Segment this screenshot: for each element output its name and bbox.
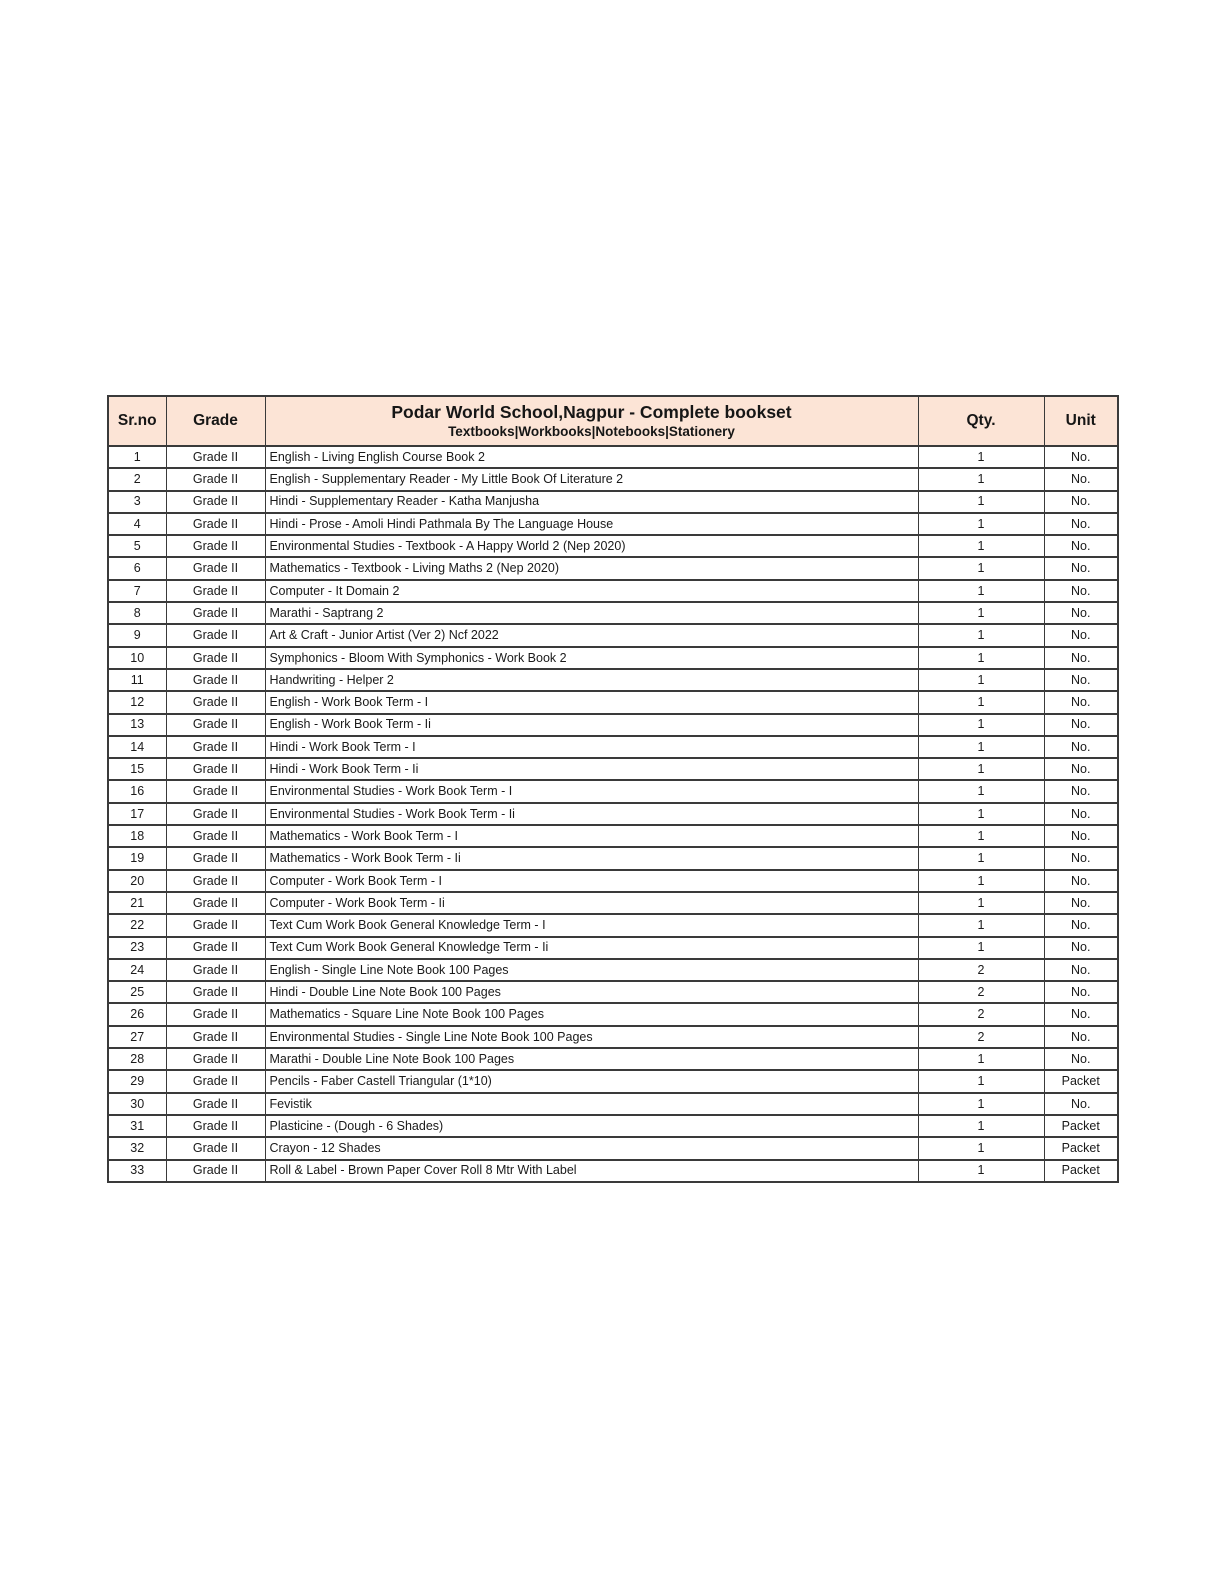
table-row	[108, 825, 1118, 847]
unit-cell: Packet	[1044, 1160, 1118, 1182]
qty-cell: 1	[918, 624, 1044, 646]
item-cell: English - Living English Course Book 2	[265, 446, 918, 468]
qty-cell: 1	[918, 1160, 1044, 1182]
unit-cell: No.	[1044, 847, 1118, 869]
grade-cell: Grade II	[166, 535, 265, 557]
table-row	[108, 736, 1118, 758]
qty-cell: 1	[918, 446, 1044, 468]
item-cell: Mathematics - Square Line Note Book 100 Pages	[265, 1003, 918, 1025]
unit-cell: No.	[1044, 780, 1118, 802]
qty-cell: 1	[918, 691, 1044, 713]
table-row	[108, 1070, 1118, 1092]
unit-cell: No.	[1044, 1026, 1118, 1048]
table-row	[108, 647, 1118, 669]
table-row	[108, 870, 1118, 892]
table-row	[108, 914, 1118, 936]
item-cell: Hindi - Double Line Note Book 100 Pages	[265, 981, 918, 1003]
item-cell: Plasticine - (Dough - 6 Shades)	[265, 1115, 918, 1137]
item-cell: Text Cum Work Book General Knowledge Term - Ii	[265, 937, 918, 959]
grade-cell: Grade II	[166, 1048, 265, 1070]
item-cell: Computer - Work Book Term - Ii	[265, 892, 918, 914]
unit-cell: Packet	[1044, 1137, 1118, 1159]
grade-cell: Grade II	[166, 691, 265, 713]
unit-cell: No.	[1044, 535, 1118, 557]
sr-cell: 3	[108, 491, 166, 513]
unit-cell: No.	[1044, 981, 1118, 1003]
sr-cell: 13	[108, 714, 166, 736]
item-cell: Symphonics - Bloom With Symphonics - Work Book 2	[265, 647, 918, 669]
item-cell: English - Supplementary Reader - My Little Book Of Literature 2	[265, 468, 918, 490]
item-cell: Computer - It Domain 2	[265, 580, 918, 602]
grade-cell: Grade II	[166, 959, 265, 981]
grade-cell: Grade II	[166, 780, 265, 802]
table-row	[108, 847, 1118, 869]
table-row	[108, 624, 1118, 646]
sr-cell: 32	[108, 1137, 166, 1159]
item-cell: Crayon - 12 Shades	[265, 1137, 918, 1159]
sr-cell: 7	[108, 580, 166, 602]
qty-cell: 1	[918, 847, 1044, 869]
header-unit: Unit	[1044, 396, 1118, 446]
booklist-table	[107, 395, 1119, 1183]
grade-cell: Grade II	[166, 1115, 265, 1137]
item-cell: Art & Craft - Junior Artist (Ver 2) Ncf 2022	[265, 624, 918, 646]
unit-cell: No.	[1044, 602, 1118, 624]
sr-cell: 11	[108, 669, 166, 691]
table-row	[108, 1003, 1118, 1025]
unit-cell: No.	[1044, 714, 1118, 736]
item-cell: Hindi - Supplementary Reader - Katha Manjusha	[265, 491, 918, 513]
unit-cell: Packet	[1044, 1070, 1118, 1092]
table-row	[108, 1160, 1118, 1182]
grade-cell: Grade II	[166, 1137, 265, 1159]
unit-cell: No.	[1044, 736, 1118, 758]
table-header	[108, 396, 1118, 446]
item-cell: Fevistik	[265, 1093, 918, 1115]
table-row	[108, 714, 1118, 736]
table-row	[108, 1115, 1118, 1137]
item-cell: Environmental Studies - Single Line Note Book 100 Pages	[265, 1026, 918, 1048]
sr-cell: 18	[108, 825, 166, 847]
sr-cell: 9	[108, 624, 166, 646]
table-row	[108, 803, 1118, 825]
qty-cell: 2	[918, 1026, 1044, 1048]
sr-cell: 12	[108, 691, 166, 713]
grade-cell: Grade II	[166, 847, 265, 869]
unit-cell: No.	[1044, 1093, 1118, 1115]
item-cell: Mathematics - Work Book Term - I	[265, 825, 918, 847]
sr-cell: 6	[108, 557, 166, 579]
unit-cell: No.	[1044, 647, 1118, 669]
item-cell: English - Work Book Term - I	[265, 691, 918, 713]
qty-cell: 1	[918, 535, 1044, 557]
sr-cell: 22	[108, 914, 166, 936]
table-row	[108, 691, 1118, 713]
qty-cell: 1	[918, 1093, 1044, 1115]
unit-cell: No.	[1044, 870, 1118, 892]
grade-cell: Grade II	[166, 758, 265, 780]
qty-cell: 1	[918, 1048, 1044, 1070]
grade-cell: Grade II	[166, 1003, 265, 1025]
table-row	[108, 1137, 1118, 1159]
qty-cell: 1	[918, 758, 1044, 780]
table-row	[108, 446, 1118, 468]
qty-cell: 1	[918, 714, 1044, 736]
sr-cell: 5	[108, 535, 166, 557]
qty-cell: 1	[918, 870, 1044, 892]
table-row	[108, 580, 1118, 602]
item-cell: Hindi - Work Book Term - I	[265, 736, 918, 758]
header-srno: Sr.no	[108, 396, 166, 446]
item-cell: English - Work Book Term - Ii	[265, 714, 918, 736]
unit-cell: No.	[1044, 1003, 1118, 1025]
header-title-cell	[265, 396, 918, 446]
header-qty: Qty.	[918, 396, 1044, 446]
unit-cell: No.	[1044, 624, 1118, 646]
grade-cell: Grade II	[166, 1026, 265, 1048]
grade-cell: Grade II	[166, 446, 265, 468]
sr-cell: 15	[108, 758, 166, 780]
item-cell: Mathematics - Work Book Term - Ii	[265, 847, 918, 869]
qty-cell: 1	[918, 1137, 1044, 1159]
item-cell: Marathi - Double Line Note Book 100 Pages	[265, 1048, 918, 1070]
unit-cell: No.	[1044, 513, 1118, 535]
grade-cell: Grade II	[166, 491, 265, 513]
document-subtitle: Textbooks|Workbooks|Notebooks|Stationery	[448, 423, 735, 439]
sr-cell: 17	[108, 803, 166, 825]
grade-cell: Grade II	[166, 914, 265, 936]
sr-cell: 33	[108, 1160, 166, 1182]
unit-cell: Packet	[1044, 1115, 1118, 1137]
sr-cell: 23	[108, 937, 166, 959]
grade-cell: Grade II	[166, 714, 265, 736]
unit-cell: No.	[1044, 691, 1118, 713]
unit-cell: No.	[1044, 557, 1118, 579]
grade-cell: Grade II	[166, 803, 265, 825]
table-row	[108, 780, 1118, 802]
item-cell: Hindi - Prose - Amoli Hindi Pathmala By The Language House	[265, 513, 918, 535]
sr-cell: 24	[108, 959, 166, 981]
grade-cell: Grade II	[166, 624, 265, 646]
unit-cell: No.	[1044, 892, 1118, 914]
unit-cell: No.	[1044, 468, 1118, 490]
unit-cell: No.	[1044, 803, 1118, 825]
table-row	[108, 669, 1118, 691]
unit-cell: No.	[1044, 914, 1118, 936]
grade-cell: Grade II	[166, 580, 265, 602]
qty-cell: 1	[918, 803, 1044, 825]
grade-cell: Grade II	[166, 513, 265, 535]
qty-cell: 1	[918, 669, 1044, 691]
table-row	[108, 959, 1118, 981]
unit-cell: No.	[1044, 491, 1118, 513]
item-cell: Roll & Label - Brown Paper Cover Roll 8 Mtr With Label	[265, 1160, 918, 1182]
grade-cell: Grade II	[166, 892, 265, 914]
table-row	[108, 602, 1118, 624]
sr-cell: 16	[108, 780, 166, 802]
table-row	[108, 1048, 1118, 1070]
header-row	[108, 396, 1118, 446]
grade-cell: Grade II	[166, 602, 265, 624]
grade-cell: Grade II	[166, 981, 265, 1003]
qty-cell: 1	[918, 468, 1044, 490]
grade-cell: Grade II	[166, 1093, 265, 1115]
unit-cell: No.	[1044, 825, 1118, 847]
qty-cell: 1	[918, 892, 1044, 914]
item-cell: Environmental Studies - Work Book Term - Ii	[265, 803, 918, 825]
sr-cell: 25	[108, 981, 166, 1003]
item-cell: Environmental Studies - Work Book Term - I	[265, 780, 918, 802]
sr-cell: 4	[108, 513, 166, 535]
table-row	[108, 468, 1118, 490]
unit-cell: No.	[1044, 669, 1118, 691]
grade-cell: Grade II	[166, 1160, 265, 1182]
qty-cell: 1	[918, 736, 1044, 758]
item-cell: Environmental Studies - Textbook - A Happy World 2 (Nep 2020)	[265, 535, 918, 557]
sr-cell: 8	[108, 602, 166, 624]
table-row	[108, 491, 1118, 513]
grade-cell: Grade II	[166, 468, 265, 490]
table-row	[108, 981, 1118, 1003]
qty-cell: 1	[918, 491, 1044, 513]
qty-cell: 1	[918, 513, 1044, 535]
item-cell: Mathematics - Textbook - Living Maths 2 (Nep 2020)	[265, 557, 918, 579]
qty-cell: 1	[918, 780, 1044, 802]
sr-cell: 27	[108, 1026, 166, 1048]
sr-cell: 30	[108, 1093, 166, 1115]
qty-cell: 1	[918, 1070, 1044, 1092]
sr-cell: 1	[108, 446, 166, 468]
sr-cell: 26	[108, 1003, 166, 1025]
item-cell: Marathi - Saptrang 2	[265, 602, 918, 624]
sr-cell: 10	[108, 647, 166, 669]
grade-cell: Grade II	[166, 870, 265, 892]
grade-cell: Grade II	[166, 937, 265, 959]
table-row	[108, 758, 1118, 780]
table-row	[108, 1093, 1118, 1115]
table-row	[108, 892, 1118, 914]
item-cell: Text Cum Work Book General Knowledge Term - I	[265, 914, 918, 936]
qty-cell: 1	[918, 937, 1044, 959]
grade-cell: Grade II	[166, 1070, 265, 1092]
item-cell: Pencils - Faber Castell Triangular (1*10)	[265, 1070, 918, 1092]
qty-cell: 2	[918, 959, 1044, 981]
sr-cell: 2	[108, 468, 166, 490]
item-cell: English - Single Line Note Book 100 Pages	[265, 959, 918, 981]
qty-cell: 2	[918, 981, 1044, 1003]
grade-cell: Grade II	[166, 557, 265, 579]
grade-cell: Grade II	[166, 669, 265, 691]
grade-cell: Grade II	[166, 736, 265, 758]
unit-cell: No.	[1044, 446, 1118, 468]
unit-cell: No.	[1044, 1048, 1118, 1070]
qty-cell: 1	[918, 1115, 1044, 1137]
item-cell: Handwriting - Helper 2	[265, 669, 918, 691]
sr-cell: 21	[108, 892, 166, 914]
sr-cell: 28	[108, 1048, 166, 1070]
qty-cell: 1	[918, 557, 1044, 579]
sr-cell: 14	[108, 736, 166, 758]
qty-cell: 1	[918, 647, 1044, 669]
unit-cell: No.	[1044, 937, 1118, 959]
table-row	[108, 937, 1118, 959]
sr-cell: 19	[108, 847, 166, 869]
unit-cell: No.	[1044, 758, 1118, 780]
grade-cell: Grade II	[166, 647, 265, 669]
table-row	[108, 1026, 1118, 1048]
qty-cell: 1	[918, 602, 1044, 624]
unit-cell: No.	[1044, 959, 1118, 981]
item-cell: Hindi - Work Book Term - Ii	[265, 758, 918, 780]
item-cell: Computer - Work Book Term - I	[265, 870, 918, 892]
table-row	[108, 557, 1118, 579]
grade-cell: Grade II	[166, 825, 265, 847]
header-grade: Grade	[166, 396, 265, 446]
table-row	[108, 513, 1118, 535]
sr-cell: 31	[108, 1115, 166, 1137]
table-row	[108, 535, 1118, 557]
document-title: Podar World School,Nagpur - Complete bookset	[391, 402, 792, 423]
sr-cell: 29	[108, 1070, 166, 1092]
sr-cell: 20	[108, 870, 166, 892]
qty-cell: 1	[918, 825, 1044, 847]
table-body	[108, 446, 1118, 1182]
unit-cell: No.	[1044, 580, 1118, 602]
qty-cell: 1	[918, 914, 1044, 936]
qty-cell: 2	[918, 1003, 1044, 1025]
qty-cell: 1	[918, 580, 1044, 602]
